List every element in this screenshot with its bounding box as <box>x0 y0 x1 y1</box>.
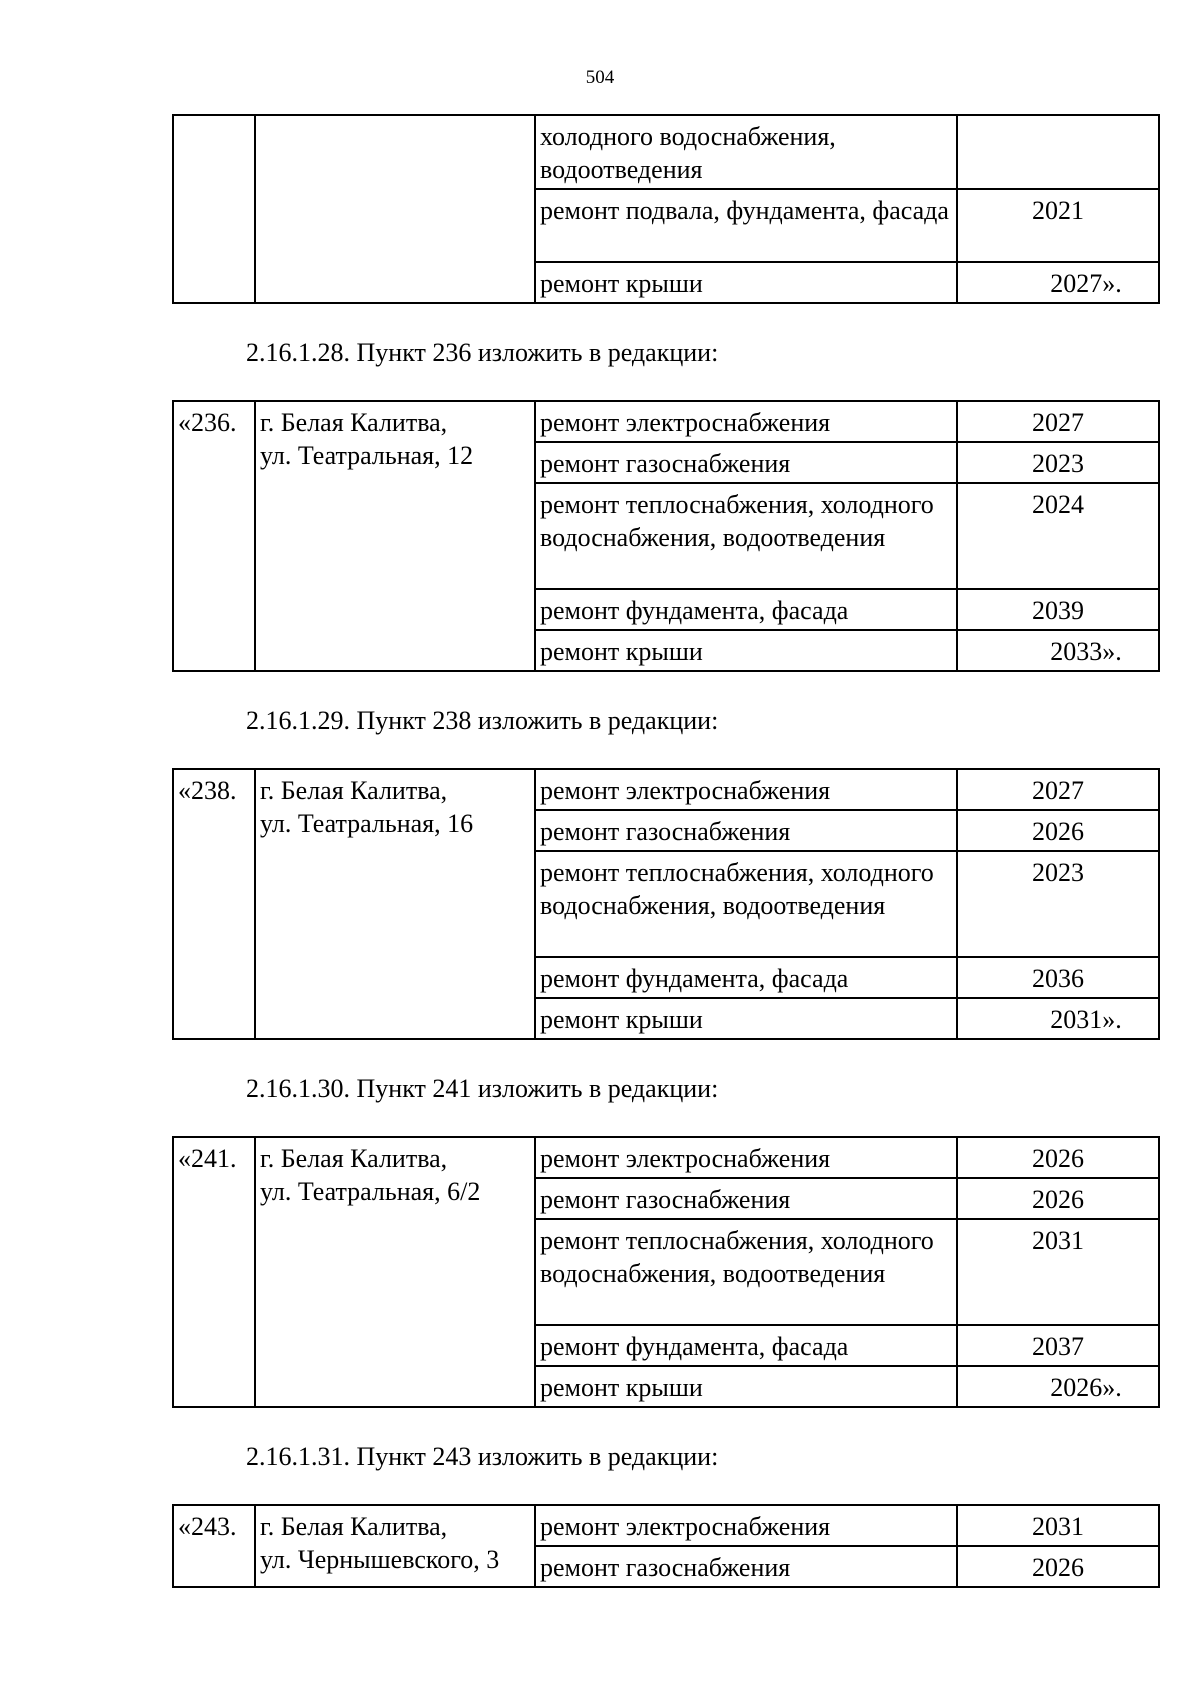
table-row <box>173 401 1159 442</box>
item-number: «236. <box>173 401 255 671</box>
year-cell: 2037 <box>957 1325 1159 1366</box>
work-cell: ремонт фундамента, фасада <box>535 1325 957 1366</box>
year-cell: 2026». <box>957 1366 1159 1407</box>
address-street: ул. Театральная, 6/2 <box>260 1177 481 1206</box>
work-cell: ремонт фундамента, фасада <box>535 957 957 998</box>
work-cell: ремонт теплоснабжения, холодного водоснабжения, водоотведения <box>535 1219 957 1325</box>
year-cell: 2024 <box>957 483 1159 589</box>
work-cell: ремонт крыши <box>535 998 957 1039</box>
page-number: 504 <box>585 67 615 88</box>
item-number: «238. <box>173 769 255 1039</box>
work-cell: холодного водоснабжения, водоотведения <box>535 115 957 189</box>
year-cell: 2026 <box>957 810 1159 851</box>
year-cell: 2026 <box>957 1137 1159 1178</box>
section-heading: 2.16.1.31. Пункт 243 изложить в редакции: <box>246 1442 719 1471</box>
continuation-table <box>172 114 1160 304</box>
work-cell: ремонт крыши <box>535 630 957 671</box>
section-heading: 2.16.1.29. Пункт 238 изложить в редакции: <box>246 706 719 735</box>
table-row <box>173 115 1159 189</box>
year-cell: 2031 <box>957 1505 1159 1546</box>
work-cell: ремонт электроснабжения <box>535 1137 957 1178</box>
work-cell: ремонт газоснабжения <box>535 1546 957 1587</box>
address-city: г. Белая Калитва, <box>260 1512 448 1541</box>
section-heading: 2.16.1.28. Пункт 236 изложить в редакции: <box>246 338 719 367</box>
table-row <box>173 769 1159 810</box>
section-heading: 2.16.1.30. Пункт 241 изложить в редакции: <box>246 1074 719 1103</box>
table-row <box>173 1137 1159 1178</box>
work-cell: ремонт электроснабжения <box>535 1505 957 1546</box>
year-cell: 2021 <box>957 189 1159 262</box>
item-table <box>172 1504 1160 1588</box>
year-cell: 2027». <box>957 262 1159 303</box>
year-cell: 2027 <box>957 401 1159 442</box>
work-cell: ремонт крыши <box>535 262 957 303</box>
work-cell: ремонт электроснабжения <box>535 769 957 810</box>
year-cell: 2026 <box>957 1546 1159 1587</box>
address-street: ул. Чернышевского, 3 <box>260 1545 500 1574</box>
year-cell: 2031 <box>957 1219 1159 1325</box>
work-cell: ремонт теплоснабжения, холодного водоснабжения, водоотведения <box>535 851 957 957</box>
address-cell <box>255 401 535 671</box>
year-cell: 2027 <box>957 769 1159 810</box>
item-number: «243. <box>173 1505 255 1587</box>
item-table <box>172 1136 1160 1408</box>
address-city: г. Белая Калитва, <box>260 408 448 437</box>
item-number: «241. <box>173 1137 255 1407</box>
address-cell <box>255 1505 535 1587</box>
work-cell: ремонт теплоснабжения, холодного водоснабжения, водоотведения <box>535 483 957 589</box>
year-cell: 2026 <box>957 1178 1159 1219</box>
address-cell <box>255 769 535 1039</box>
address-cell <box>255 1137 535 1407</box>
item-table <box>172 400 1160 672</box>
year-cell: 2023 <box>957 851 1159 957</box>
address-street: ул. Театральная, 12 <box>260 441 474 470</box>
work-cell: ремонт газоснабжения <box>535 810 957 851</box>
address-cell <box>255 115 535 303</box>
table-row <box>173 1505 1159 1546</box>
year-cell: 2023 <box>957 442 1159 483</box>
number-cell <box>173 115 255 303</box>
address-city: г. Белая Калитва, <box>260 1144 448 1173</box>
year-cell: 2033». <box>957 630 1159 671</box>
item-table <box>172 768 1160 1040</box>
year-cell: 2031». <box>957 998 1159 1039</box>
work-cell: ремонт газоснабжения <box>535 442 957 483</box>
work-cell: ремонт крыши <box>535 1366 957 1407</box>
year-cell: 2039 <box>957 589 1159 630</box>
year-cell <box>957 115 1159 189</box>
address-city: г. Белая Калитва, <box>260 776 448 805</box>
work-cell: ремонт газоснабжения <box>535 1178 957 1219</box>
year-cell: 2036 <box>957 957 1159 998</box>
work-cell: ремонт электроснабжения <box>535 401 957 442</box>
address-street: ул. Театральная, 16 <box>260 809 474 838</box>
work-cell: ремонт подвала, фундамента, фасада <box>535 189 957 262</box>
work-cell: ремонт фундамента, фасада <box>535 589 957 630</box>
